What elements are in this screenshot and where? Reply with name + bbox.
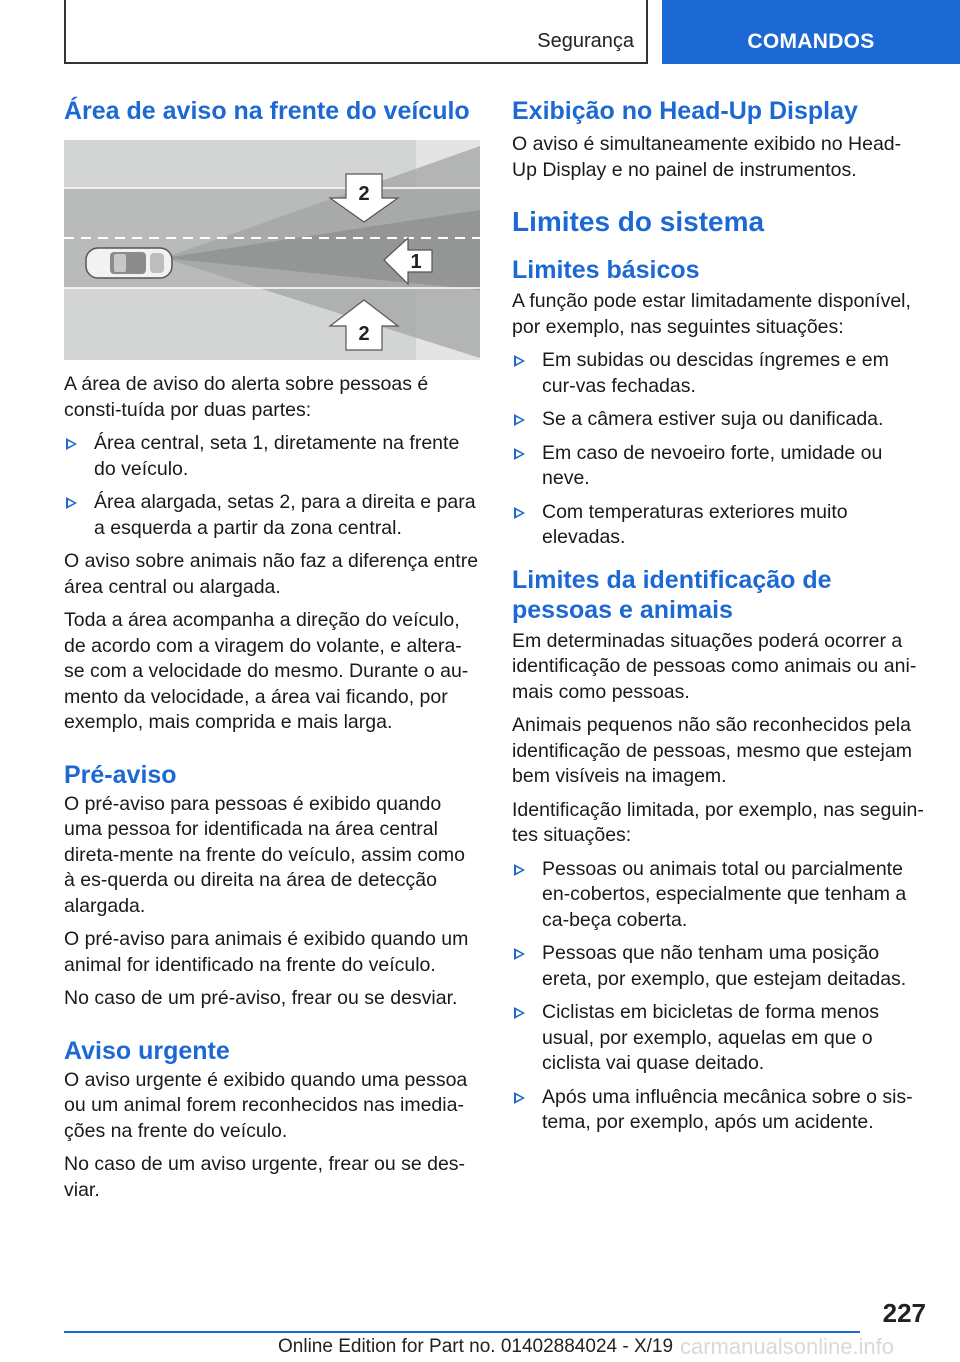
paragraph-identification-2: Animais pequenos não são reconhecidos pela identificação de pessoas, mesmo que estejam bem visíveis na imagem. xyxy=(512,714,912,787)
list-item: Se a câmera estiver suja ou danificada. xyxy=(512,407,926,433)
paragraph-basic-limits: A função pode estar limitadamente disponível, por exemplo, nas seguintes situações: xyxy=(512,290,911,338)
paragraph-area-direction: Toda a área acompanha a direção do veículo, de acordo com a viragem do volante, e altera-se com a velocidade do mesmo. Durante o au-mento da velocidade, a área vai ficando, por exemplo, mais comprida e mais larga. xyxy=(64,609,469,733)
left-column xyxy=(64,96,480,1211)
identification-limits-list xyxy=(512,857,926,1136)
bullet-triangle-icon xyxy=(66,438,77,450)
svg-text:1: 1 xyxy=(410,251,422,273)
heading-urgent-warning: Aviso urgente xyxy=(64,1036,230,1065)
bullet-triangle-icon xyxy=(514,355,525,367)
area-list xyxy=(64,431,480,541)
bullet-triangle-icon xyxy=(514,507,525,519)
footer-rule xyxy=(64,1331,860,1333)
list-item: Pessoas que não tenham uma posição ereta, por exemplo, que estejam deitadas. xyxy=(512,941,926,992)
heading-system-limits: Limites do sistema xyxy=(512,206,765,237)
list-item: Em subidas ou descidas íngremes e em cur-vas fechadas. xyxy=(512,348,926,399)
paragraph-identification-3: Identificação limitada, por exemplo, nas seguin-tes situações: xyxy=(512,798,924,846)
warning-area-diagram xyxy=(64,140,480,360)
header-bar xyxy=(64,0,648,64)
svg-text:2: 2 xyxy=(358,183,370,205)
paragraph-pre-warning-animals: O pré-aviso para animais é exibido quando um animal for identificado na frente do veículo. xyxy=(64,928,469,976)
paragraph-pre-warning-persons: O pré-aviso para pessoas é exibido quando uma pessoa for identificada na área central direta-mente na frente do veículo, assim como à es-querda ou direita na área de detecção alargada. xyxy=(64,792,466,917)
paragraph-hud: O aviso é simultaneamente exibido no Head-Up Display e no painel de instrumentos. xyxy=(512,133,902,181)
list-item: Área alargada, setas 2, para a direita e para a esquerda a partir da zona central. xyxy=(64,490,480,541)
page-number: 227 xyxy=(882,1298,926,1328)
bullet-triangle-icon xyxy=(514,448,525,460)
list-item: Área central, seta 1, diretamente na frente do veículo. xyxy=(64,431,480,482)
list-item: Com temperaturas exteriores muito elevadas. xyxy=(512,500,926,551)
heading-basic-limits: Limites básicos xyxy=(512,256,700,284)
paragraph-urgent-action: No caso de um aviso urgente, frear ou se des-viar. xyxy=(64,1153,466,1201)
basic-limits-list xyxy=(512,348,926,551)
list-item: Pessoas ou animais total ou parcialmente en-cobertos, especialmente que tenham a ca-beça coberta. xyxy=(512,857,926,934)
right-column xyxy=(512,96,926,1144)
list-item: Ciclistas em bicicletas de forma menos usual, por exemplo, aquelas em que o ciclista vai quase deitado. xyxy=(512,1000,926,1077)
watermark: carmanualsonline.info xyxy=(680,1334,895,1359)
paragraph-pre-warning-action: No caso de um pré-aviso, frear ou se desviar. xyxy=(64,987,458,1009)
footer-edition: Online Edition for Part no. 01402884024 - X/19 xyxy=(278,1336,674,1357)
list-item: Após uma influência mecânica sobre o sis-tema, por exemplo, após um acidente. xyxy=(512,1085,926,1136)
bullet-triangle-icon xyxy=(514,1007,525,1019)
bullet-triangle-icon xyxy=(514,948,525,960)
section-title: Segurança xyxy=(537,30,634,52)
list-item: Em caso de nevoeiro forte, umidade ou neve. xyxy=(512,441,926,492)
bullet-triangle-icon xyxy=(66,497,77,509)
paragraph-urgent-warning: O aviso urgente é exibido quando uma pessoa ou um animal forem reconhecidos nas imedia-ções na frente do veículo. xyxy=(64,1068,468,1142)
heading-warning-area: Área de aviso na frente do veículo xyxy=(64,97,470,125)
chapter-tab[interactable]: COMANDOS xyxy=(662,0,960,64)
paragraph-identification-1: Em determinadas situações poderá ocorrer a identificação de pessoas como animais ou ani-mais como pessoas. xyxy=(512,629,917,703)
bullet-triangle-icon xyxy=(514,414,525,426)
paragraph-intro: A área de aviso do alerta sobre pessoas é consti-tuída por duas partes: xyxy=(64,373,429,421)
paragraph-animals: O aviso sobre animais não faz a diferença entre área central ou alargada. xyxy=(64,550,479,598)
heading-hud: Exibição no Head-Up Display xyxy=(512,97,858,125)
heading-identification-limits: Limites da identificação de pessoas e animais xyxy=(512,565,832,624)
car-icon xyxy=(86,248,172,278)
bullet-triangle-icon xyxy=(514,1092,525,1104)
bullet-triangle-icon xyxy=(514,864,525,876)
heading-pre-warning: Pré-aviso xyxy=(64,760,177,789)
svg-text:2: 2 xyxy=(358,323,370,345)
